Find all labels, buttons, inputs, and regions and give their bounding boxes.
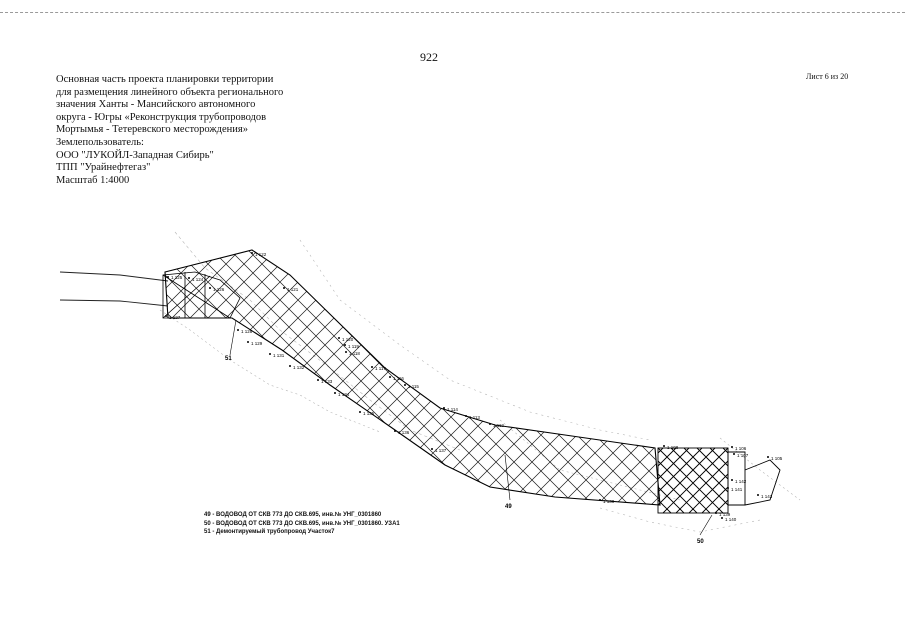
svg-text:1 119: 1 119 [348,344,359,349]
page-top-rule [0,12,905,13]
background-lines [160,232,800,532]
road-lines [60,272,168,306]
svg-text:1 114: 1 114 [447,407,458,412]
title-line: Основная часть проекта планировки территории [56,74,274,85]
map-scale: Масштаб 1:4000 [56,174,130,186]
point-label [317,379,333,384]
svg-text:1 108: 1 108 [667,445,679,450]
svg-text:1 115: 1 115 [408,384,419,389]
callout-50: 50 [697,539,704,545]
sheet-label: Лист 6 из 20 [806,72,849,81]
svg-text:1 127: 1 127 [169,315,181,320]
point-label [733,453,749,458]
point-label [757,494,773,499]
svg-text:1 106: 1 106 [735,446,747,451]
svg-text:1 140: 1 140 [725,517,737,522]
point-label [663,445,679,450]
svg-text:1 112: 1 112 [493,423,504,428]
point-label [599,499,615,504]
legend-item: 51 - Демонтируемый трубопровод Участок7 [204,529,335,535]
planning-map [0,220,905,560]
svg-text:1 133: 1 133 [321,379,333,384]
title-line: значения Ханты - Мансийского автономного [56,99,256,111]
svg-text:1 116: 1 116 [393,376,404,381]
svg-text:1 137: 1 137 [435,448,447,453]
point-label [731,479,747,484]
svg-text:1 117: 1 117 [375,366,386,371]
svg-text:1 142: 1 142 [735,479,747,484]
page-number: 922 [420,50,438,64]
svg-text:1 143: 1 143 [761,494,773,499]
svg-text:1 105: 1 105 [771,456,783,461]
svg-text:1 122: 1 122 [255,252,267,257]
svg-text:1 132: 1 132 [293,365,305,370]
svg-text:1 138: 1 138 [603,499,615,504]
title-block [56,74,283,187]
callouts [230,320,712,535]
right-block [658,448,780,513]
point-label [269,353,285,358]
legend-item: 49 - ВОДОВОД ОТ СКВ 773 ДО СКВ.695, инв.№ УНГ_0301860 [204,512,382,518]
point-label [465,415,480,420]
point-label [338,337,354,342]
svg-text:1 135: 1 135 [363,411,375,416]
point-label [247,341,263,346]
svg-text:1 107: 1 107 [737,453,749,458]
svg-text:1 131: 1 131 [273,353,285,358]
land-user-company: ООО "ЛУКОЙЛ-Западная Сибирь" [56,149,214,161]
svg-text:1 129: 1 129 [251,341,263,346]
svg-text:1 136: 1 136 [398,430,410,435]
svg-text:1 139: 1 139 [719,512,731,517]
point-label [289,365,305,370]
title-line: Мортымья - Тетеревского месторождения» [56,124,248,136]
callout-49: 49 [505,504,512,510]
legend-item: 50 - ВОДОВОД ОТ СКВ 773 ДО СКВ.695, инв.№ УНГ_0301860. УЗА1 [204,520,400,527]
svg-text:1 141: 1 141 [731,487,743,492]
point-label [334,392,350,397]
point-label [237,329,253,334]
survey-points [165,252,783,522]
map-legend [204,511,400,537]
point-label [389,376,404,381]
point-label [721,517,737,522]
callout-51: 51 [225,356,232,362]
point-label [345,351,360,356]
title-line: для размещения линейного объекта регионального [56,86,284,98]
corridor-outline [165,250,660,505]
land-user-division: ТПП "Урайнефтегаз" [56,162,151,174]
land-user-label: Землепользователь: [56,136,144,148]
title-line: округа - Югры «Реконструкция трубопроводов [56,111,267,123]
svg-text:1 125: 1 125 [171,275,183,280]
svg-text:1 120: 1 120 [342,337,354,342]
svg-text:1 134: 1 134 [338,392,350,397]
svg-text:1 128: 1 128 [241,329,253,334]
point-label [727,487,743,492]
corridor-hatch [0,220,905,560]
svg-text:1 121: 1 121 [287,287,299,292]
point-label [404,384,419,389]
point-label [209,287,225,292]
svg-text:1 124: 1 124 [192,277,204,282]
svg-text:1 126: 1 126 [213,287,225,292]
svg-text:1 113: 1 113 [469,415,480,420]
svg-text:1 118: 1 118 [349,351,360,356]
point-label [359,411,375,416]
